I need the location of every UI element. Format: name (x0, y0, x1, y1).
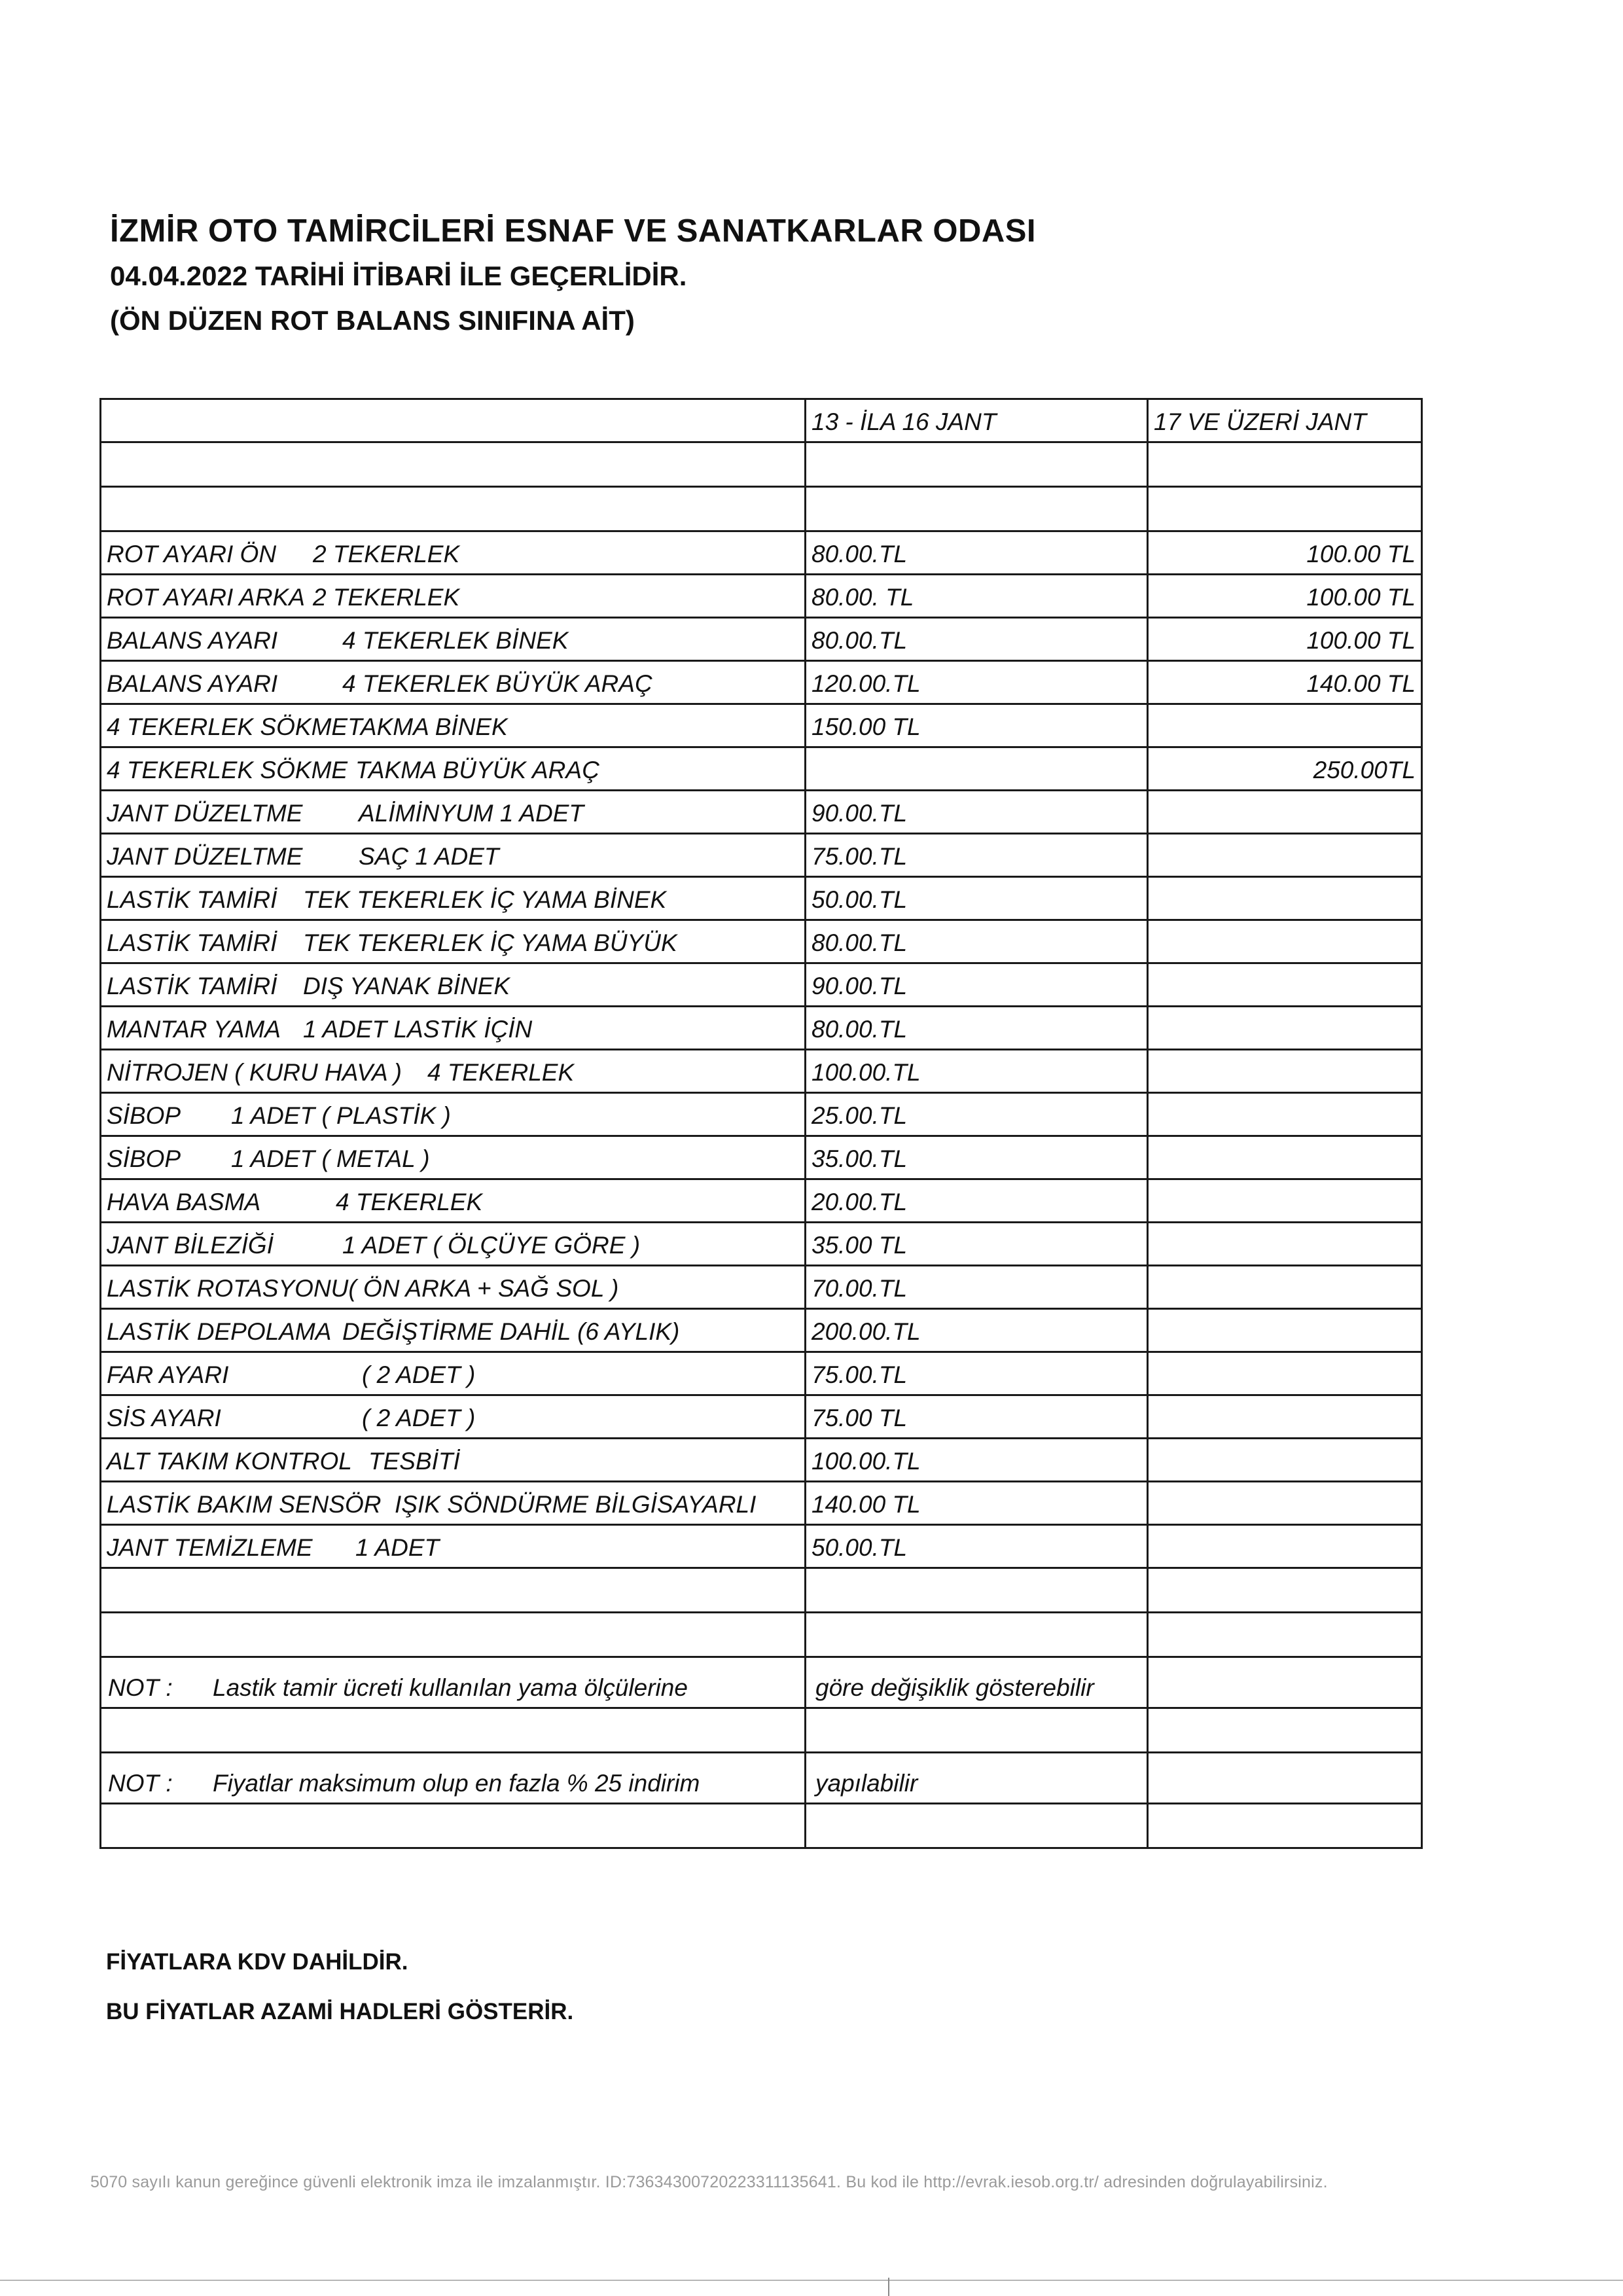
price-13-16: 140.00 TL (806, 1482, 1148, 1525)
service-cell (101, 747, 806, 791)
price-row (101, 575, 1422, 618)
price-17-plus (1148, 791, 1422, 834)
price-13-16: 80.00.TL (806, 618, 1148, 661)
price-row (101, 1179, 1422, 1223)
price-13-16: 75.00.TL (806, 834, 1148, 877)
service-name: JANT BİLEZİĞİ (107, 1232, 274, 1259)
price-row (101, 1482, 1422, 1525)
note-continuation: yapılabilir (806, 1753, 1148, 1804)
service-cell (101, 704, 806, 747)
price-row (101, 791, 1422, 834)
note-label: NOT : (108, 1674, 173, 1701)
service-cell (101, 618, 806, 661)
service-spec: 1 ADET (355, 1534, 440, 1561)
service-cell (101, 834, 806, 877)
price-row (101, 1223, 1422, 1266)
service-cell (101, 1007, 806, 1050)
price-13-16: 50.00.TL (806, 1525, 1148, 1568)
price-17-plus (1148, 963, 1422, 1007)
price-13-16: 90.00.TL (806, 791, 1148, 834)
note-text: Fiyatlar maksimum olup en fazla % 25 indirim (213, 1770, 700, 1797)
validity-date: 04.04.2022 TARİHİ İTİBARİ İLE GEÇERLİDİR. (110, 260, 687, 291)
price-row (101, 618, 1422, 661)
max-price-note: BU FİYATLAR AZAMİ HADLERİ GÖSTERİR. (106, 1999, 574, 2024)
service-name: LASTİK DEPOLAMA (107, 1318, 332, 1345)
service-name: SİBOP (107, 1145, 181, 1172)
service-cell (101, 1309, 806, 1352)
chamber-title: İZMİR OTO TAMİRCİLERİ ESNAF VE SANATKARLAR ODASI (110, 213, 1037, 249)
column-header-17-plus: 17 VE ÜZERİ JANT (1148, 399, 1422, 442)
service-cell (101, 920, 806, 963)
service-cell (101, 661, 806, 704)
service-spec: DEĞİŞTİRME DAHİL (6 AYLIK) (342, 1318, 680, 1345)
blank-row (101, 1613, 1422, 1657)
service-spec: DIŞ YANAK BİNEK (303, 973, 510, 999)
service-spec: 2 TEKERLEK (313, 584, 460, 611)
service-name: 4 TEKERLEK SÖKME (107, 713, 348, 740)
service-cell (101, 1525, 806, 1568)
service-name: ROT AYARI ÖN (107, 541, 277, 567)
category-subtitle: (ÖN DÜZEN ROT BALANS SINIFINA AİT) (110, 305, 635, 336)
service-name: LASTİK BAKIM SENSÖR (107, 1491, 382, 1518)
service-cell (101, 1050, 806, 1093)
price-row (101, 1439, 1422, 1482)
price-row (101, 1395, 1422, 1439)
price-13-16: 50.00.TL (806, 877, 1148, 920)
price-17-plus (1148, 704, 1422, 747)
blank-row (101, 1804, 1422, 1848)
price-17-plus (1148, 877, 1422, 920)
service-name: JANT DÜZELTME (107, 843, 303, 870)
price-17-plus: 250.00TL (1148, 747, 1422, 791)
service-cell (101, 1223, 806, 1266)
price-13-16: 35.00.TL (806, 1136, 1148, 1179)
price-row (101, 531, 1422, 575)
note-text: Lastik tamir ücreti kullanılan yama ölçülerine (213, 1674, 688, 1701)
price-17-plus (1148, 1352, 1422, 1395)
blank-row (101, 442, 1422, 487)
price-17-plus (1148, 1093, 1422, 1136)
service-cell (101, 1266, 806, 1309)
service-name: ALT TAKIM KONTROL (107, 1448, 352, 1475)
price-17-plus (1148, 834, 1422, 877)
price-13-16: 70.00.TL (806, 1266, 1148, 1309)
header-empty-cell (101, 399, 806, 442)
service-name: SİS AYARI (107, 1405, 221, 1431)
note-continuation: göre değişiklik gösterebilir (806, 1657, 1148, 1708)
price-13-16: 150.00 TL (806, 704, 1148, 747)
service-spec: IŞIK SÖNDÜRME BİLGİSAYARLI (395, 1491, 757, 1518)
price-row (101, 704, 1422, 747)
service-cell (101, 1093, 806, 1136)
service-cell (101, 575, 806, 618)
service-spec: 1 ADET ( ÖLÇÜYE GÖRE ) (342, 1232, 641, 1259)
bottom-rule (0, 2280, 1623, 2281)
note-row (101, 1657, 1422, 1708)
footer-notes (106, 1937, 573, 2037)
service-name: JANT DÜZELTME (107, 800, 303, 827)
price-row (101, 877, 1422, 920)
service-cell (101, 877, 806, 920)
column-header-13-16: 13 - İLA 16 JANT (806, 399, 1148, 442)
price-row (101, 920, 1422, 963)
vat-included-note: FİYATLARA KDV DAHİLDİR. (106, 1949, 408, 1975)
price-13-16: 80.00.TL (806, 531, 1148, 575)
service-spec: TEK TEKERLEK İÇ YAMA BÜYÜK (303, 929, 677, 956)
price-13-16: 200.00.TL (806, 1309, 1148, 1352)
price-17-plus (1148, 1179, 1422, 1223)
service-name: SİBOP (107, 1102, 181, 1129)
service-cell (101, 1179, 806, 1223)
scan-mark (888, 2278, 889, 2296)
service-spec: 1 ADET ( METAL ) (231, 1145, 430, 1172)
note-label: NOT : (108, 1770, 173, 1797)
blank-row (101, 487, 1422, 531)
service-spec: 4 TEKERLEK BÜYÜK ARAÇ (342, 670, 652, 697)
price-17-plus (1148, 1525, 1422, 1568)
price-row (101, 1093, 1422, 1136)
service-cell (101, 1136, 806, 1179)
price-row (101, 1525, 1422, 1568)
price-17-plus (1148, 1223, 1422, 1266)
service-cell (101, 1352, 806, 1395)
price-13-16: 35.00 TL (806, 1223, 1148, 1266)
service-spec: 4 TEKERLEK BİNEK (342, 627, 569, 654)
price-17-plus (1148, 1482, 1422, 1525)
service-name: BALANS AYARI (107, 627, 278, 654)
service-cell (101, 791, 806, 834)
service-spec: TAKMA BÜYÜK ARAÇ (355, 757, 599, 783)
service-cell (101, 1439, 806, 1482)
price-row (101, 1266, 1422, 1309)
service-spec: ( 2 ADET ) (362, 1405, 476, 1431)
service-name: HAVA BASMA (107, 1189, 261, 1215)
blank-row (101, 1568, 1422, 1613)
price-row (101, 1136, 1422, 1179)
service-name: ROT AYARI ARKA (107, 584, 305, 611)
service-spec: 4 TEKERLEK (427, 1059, 575, 1086)
service-spec: 2 TEKERLEK (313, 541, 460, 567)
service-spec: 1 ADET ( PLASTİK ) (231, 1102, 451, 1129)
note-row (101, 1753, 1422, 1804)
service-cell (101, 1482, 806, 1525)
service-spec: ( 2 ADET ) (362, 1361, 476, 1388)
service-name: BALANS AYARI (107, 670, 278, 697)
price-row (101, 963, 1422, 1007)
service-name: MANTAR YAMA (107, 1016, 281, 1043)
e-signature-footer: 5070 sayılı kanun gereğince güvenli elektronik imza ile imzalanmıştır. ID:73634300720223311135641. Bu kod ile http://evrak.iesob.org.tr/ adresinden doğrulayabilirsiniz. (90, 2173, 1328, 2191)
price-13-16: 75.00.TL (806, 1352, 1148, 1395)
service-spec: ( ÖN ARKA + SAĞ SOL ) (348, 1275, 619, 1302)
service-spec: 4 TEKERLEK (336, 1189, 483, 1215)
service-spec: TESBİTİ (368, 1448, 460, 1475)
service-spec: 1 ADET LASTİK İÇİN (303, 1016, 533, 1043)
service-spec: TEK TEKERLEK İÇ YAMA BİNEK (303, 886, 667, 913)
price-table (99, 398, 1423, 1849)
service-cell (101, 963, 806, 1007)
service-name: NİTROJEN ( KURU HAVA ) (107, 1059, 402, 1086)
price-row (101, 661, 1422, 704)
price-row (101, 1352, 1422, 1395)
price-13-16 (806, 747, 1148, 791)
price-17-plus: 100.00 TL (1148, 575, 1422, 618)
price-17-plus (1148, 1050, 1422, 1093)
price-17-plus (1148, 1007, 1422, 1050)
service-name: LASTİK ROTASYONU (107, 1275, 349, 1302)
price-13-16: 100.00.TL (806, 1050, 1148, 1093)
price-row (101, 1050, 1422, 1093)
service-cell (101, 1395, 806, 1439)
price-13-16: 20.00.TL (806, 1179, 1148, 1223)
price-17-plus: 100.00 TL (1148, 531, 1422, 575)
price-row (101, 1007, 1422, 1050)
price-13-16: 80.00.TL (806, 920, 1148, 963)
price-17-plus: 140.00 TL (1148, 661, 1422, 704)
service-name: LASTİK TAMİRİ (107, 929, 277, 956)
price-17-plus (1148, 1136, 1422, 1179)
price-17-plus: 100.00 TL (1148, 618, 1422, 661)
column-header-row (101, 399, 1422, 442)
price-13-16: 75.00 TL (806, 1395, 1148, 1439)
service-name: JANT TEMİZLEME (107, 1534, 313, 1561)
service-name: FAR AYARI (107, 1361, 229, 1388)
service-cell (101, 531, 806, 575)
price-13-16: 25.00.TL (806, 1093, 1148, 1136)
service-name: LASTİK TAMİRİ (107, 886, 277, 913)
price-17-plus (1148, 920, 1422, 963)
service-spec: ALİMİNYUM 1 ADET (359, 800, 584, 827)
service-name: 4 TEKERLEK SÖKME (107, 757, 348, 783)
price-17-plus (1148, 1395, 1422, 1439)
price-17-plus (1148, 1266, 1422, 1309)
service-name: LASTİK TAMİRİ (107, 973, 277, 999)
price-13-16: 120.00.TL (806, 661, 1148, 704)
price-17-plus (1148, 1439, 1422, 1482)
price-13-16: 80.00.TL (806, 1007, 1148, 1050)
price-17-plus (1148, 1309, 1422, 1352)
price-row (101, 1309, 1422, 1352)
price-13-16: 100.00.TL (806, 1439, 1148, 1482)
price-row (101, 834, 1422, 877)
price-13-16: 80.00. TL (806, 575, 1148, 618)
document-header (110, 208, 1036, 343)
service-spec: TAKMA BİNEK (348, 713, 508, 740)
price-row (101, 747, 1422, 791)
service-spec: SAÇ 1 ADET (359, 843, 499, 870)
price-13-16: 90.00.TL (806, 963, 1148, 1007)
blank-row (101, 1708, 1422, 1753)
